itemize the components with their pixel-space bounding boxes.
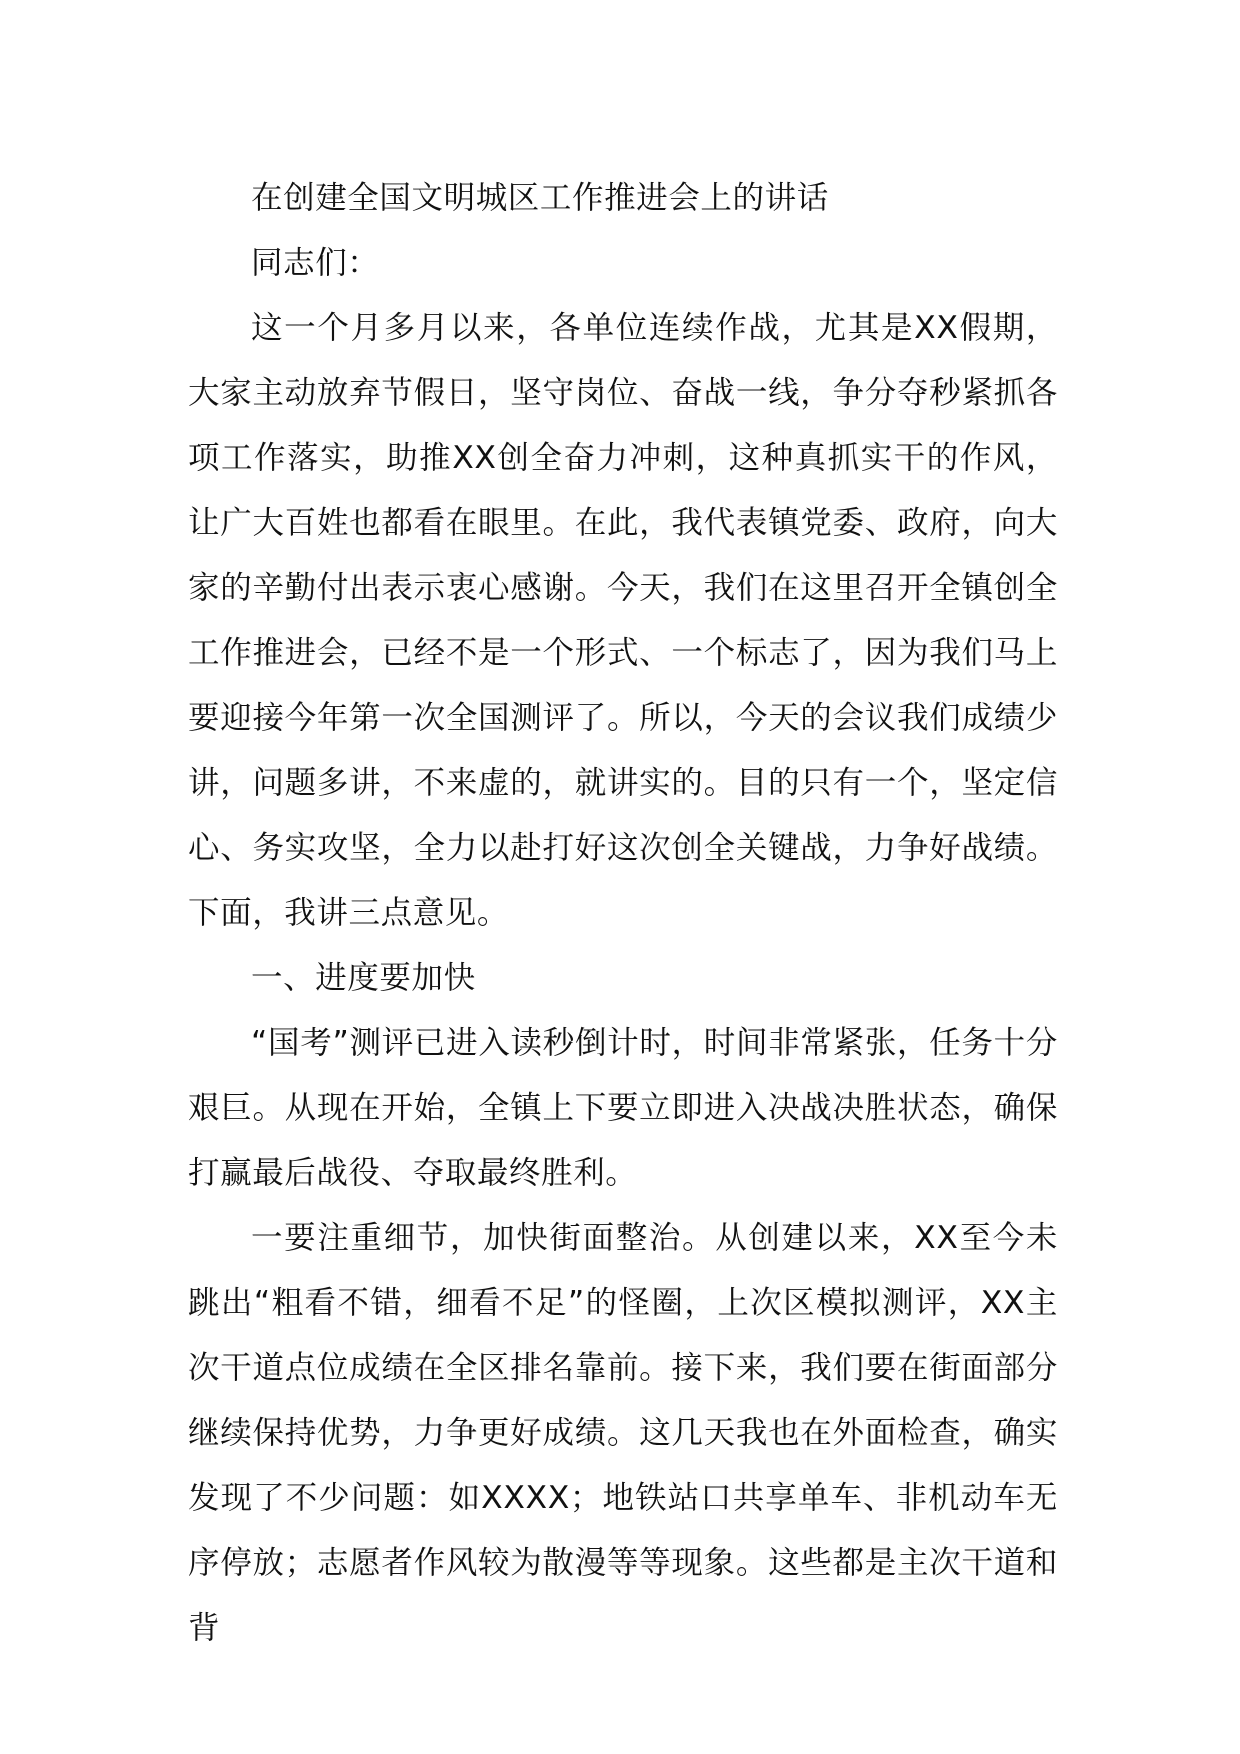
section-heading-1: 一、进度要加快 xyxy=(251,960,476,996)
body-paragraph-section-1: “国考”测评已进入读秒倒计时，时间非常紧张，任务十分艰巨。从现在开始，全镇上下要立即进入决战决胜状态，确保打赢最后战役、夺取最终胜利。 xyxy=(188,1025,1058,1191)
document-body xyxy=(188,166,1058,1661)
body-paragraph-point-1: 一要注重细节，加快街面整治。从创建以来，XX至今未跳出“粗看不错，细看不足”的怪圈，上次区模拟测评，XX主次干道点位成绩在全区排名靠前。接下来，我们要在街面部分继续保持优势，力争更好成绩。这几天我也在外面检查，确实发现了不少问题：如XXXX；地铁站口共享单车、非机动车无序停放；志愿者作风较为散漫等等现象。这些都是主次干道和背 xyxy=(188,1220,1058,1646)
salutation: 同志们： xyxy=(251,245,380,281)
body-paragraph-intro: 这一个月多月以来，各单位连续作战，尤其是XX假期，大家主动放弃节假日，坚守岗位、奋战一线，争分夺秒紧抓各项工作落实，助推XX创全奋力冲刺，这种真抓实干的作风，让广大百姓也都看在眼里。在此，我代表镇党委、政府，向大家的辛勤付出表示衷心感谢。今天，我们在这里召开全镇创全工作推进会，已经不是一个形式、一个标志了，因为我们马上要迎接今年第一次全国测评了。所以，今天的会议我们成绩少讲，问题多讲，不来虚的，就讲实的。目的只有一个，坚定信心、务实攻坚，全力以赴打好这次创全关键战，力争好战绩。下面，我讲三点意见。 xyxy=(188,310,1058,931)
document-title: 在创建全国文明城区工作推进会上的讲话 xyxy=(251,180,829,216)
